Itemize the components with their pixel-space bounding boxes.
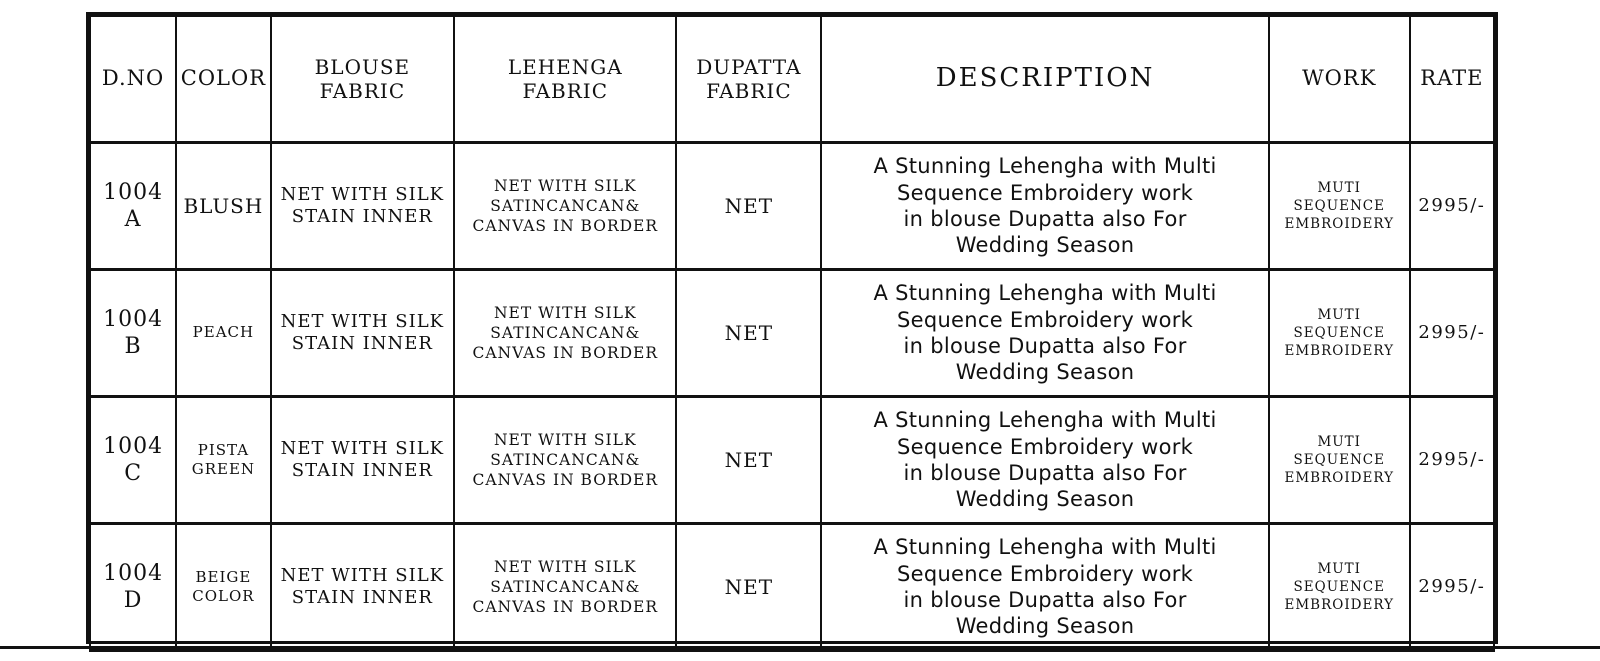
work-line: MUTI — [1317, 433, 1362, 450]
blouse-fabric-line: NET WITH SILK — [280, 437, 445, 459]
description-line: Wedding Season — [955, 233, 1135, 258]
header-dupatta-fabric — [676, 16, 821, 143]
header-blouse-line: BLOUSE — [314, 55, 411, 79]
work-line: MUTI — [1317, 560, 1362, 577]
header-blouse-fabric — [271, 16, 455, 143]
work-cell — [1269, 270, 1410, 397]
color-line: GREEN — [191, 460, 256, 478]
work-line: MUTI — [1317, 179, 1362, 196]
description-line: Wedding Season — [955, 487, 1135, 512]
header-row — [90, 16, 1494, 143]
lehenga-fabric-line: SATINCANCAN& — [490, 196, 641, 215]
header-lehenga-fabric — [454, 16, 676, 143]
description-line: Wedding Season — [955, 614, 1135, 639]
color-line: PEACH — [192, 323, 255, 342]
lehenga-fabric-line: SATINCANCAN& — [490, 577, 641, 596]
description-cell — [821, 524, 1268, 651]
header-lehenga-line: LEHENGA — [507, 55, 623, 79]
description-cell — [821, 270, 1268, 397]
dupatta-fabric-cell: NET — [676, 270, 821, 397]
rate-cell: 2995/- — [1410, 397, 1494, 524]
work-line: SEQUENCE — [1293, 197, 1385, 214]
header-color: COLOR — [176, 16, 270, 143]
design-number-cell — [90, 397, 176, 524]
table-row — [90, 270, 1494, 397]
work-cell — [1269, 524, 1410, 651]
design-number-cell — [90, 143, 176, 270]
lehenga-fabric-line: CANVAS IN BORDER — [472, 344, 659, 363]
design-number: 1004 — [103, 433, 164, 459]
header-description: DESCRIPTION — [821, 16, 1268, 143]
design-variant: C — [124, 461, 143, 486]
color-line: BEIGE — [195, 567, 252, 586]
design-variant: B — [124, 334, 142, 359]
lehenga-fabric-line: NET WITH SILK — [493, 430, 637, 449]
description-line: in blouse Dupatta also For — [903, 334, 1187, 358]
work-line: MUTI — [1317, 306, 1362, 323]
blouse-fabric-cell — [271, 397, 455, 524]
design-number: 1004 — [103, 560, 164, 586]
design-variant: D — [123, 588, 143, 613]
work-line: SEQUENCE — [1293, 578, 1385, 595]
blouse-fabric-line: STAIN INNER — [291, 333, 433, 354]
lehenga-fabric-line: SATINCANCAN& — [490, 450, 641, 469]
work-line: SEQUENCE — [1293, 451, 1385, 468]
blouse-fabric-cell — [271, 524, 455, 651]
product-table-sheet — [86, 12, 1498, 644]
description-line: in blouse Dupatta also For — [903, 207, 1187, 231]
lehenga-fabric-line: CANVAS IN BORDER — [472, 217, 659, 236]
table-row — [90, 143, 1494, 270]
lehenga-fabric-cell — [454, 143, 676, 270]
description-line: Sequence Embroidery work — [896, 561, 1194, 586]
header-dupatta-line: FABRIC — [706, 79, 792, 103]
header-dno: D.NO — [90, 16, 176, 143]
work-cell — [1269, 397, 1410, 524]
design-number-cell — [90, 270, 176, 397]
lehenga-fabric-line: NET WITH SILK — [493, 557, 637, 576]
header-rate: RATE — [1410, 16, 1494, 143]
color-line: BLUSH — [183, 194, 264, 218]
description-line: Wedding Season — [955, 360, 1135, 385]
header-blouse-line: FABRIC — [319, 79, 406, 103]
rate-cell: 2995/- — [1410, 524, 1494, 651]
work-line: SEQUENCE — [1293, 324, 1385, 341]
description-line: A Stunning Lehengha with Multi — [873, 281, 1217, 306]
bottom-divider-line — [0, 646, 1600, 649]
blouse-fabric-line: NET WITH SILK — [280, 310, 445, 332]
dupatta-fabric-cell: NET — [676, 143, 821, 270]
work-line: EMBROIDERY — [1284, 597, 1394, 614]
design-number: 1004 — [103, 306, 164, 332]
dupatta-fabric-cell: NET — [676, 397, 821, 524]
blouse-fabric-line: STAIN INNER — [291, 460, 433, 481]
work-line: EMBROIDERY — [1284, 470, 1394, 487]
blouse-fabric-line: STAIN INNER — [291, 587, 433, 608]
lehenga-fabric-cell — [454, 397, 676, 524]
rate-cell: 2995/- — [1410, 143, 1494, 270]
header-dupatta-line: DUPATTA — [696, 55, 802, 79]
description-line: Sequence Embroidery work — [896, 180, 1194, 205]
color-line: COLOR — [192, 587, 255, 605]
color-line: PISTA — [197, 440, 250, 459]
header-lehenga-line: FABRIC — [522, 79, 609, 103]
table-row — [90, 397, 1494, 524]
lehenga-fabric-line: SATINCANCAN& — [490, 323, 641, 342]
color-cell — [176, 270, 270, 397]
blouse-fabric-line: STAIN INNER — [291, 206, 433, 227]
lehenga-fabric-line: NET WITH SILK — [493, 176, 637, 195]
description-line: Sequence Embroidery work — [896, 434, 1194, 459]
color-cell — [176, 524, 270, 651]
header-work: WORK — [1269, 16, 1410, 143]
description-line: in blouse Dupatta also For — [903, 588, 1187, 612]
product-table — [89, 15, 1495, 652]
description-line: in blouse Dupatta also For — [903, 461, 1187, 485]
lehenga-fabric-cell — [454, 524, 676, 651]
description-line: Sequence Embroidery work — [896, 307, 1194, 332]
design-number: 1004 — [103, 179, 164, 205]
description-cell — [821, 143, 1268, 270]
lehenga-fabric-line: CANVAS IN BORDER — [472, 471, 659, 490]
color-cell — [176, 143, 270, 270]
blouse-fabric-line: NET WITH SILK — [280, 564, 445, 586]
blouse-fabric-line: NET WITH SILK — [280, 183, 445, 205]
lehenga-fabric-cell — [454, 270, 676, 397]
description-line: A Stunning Lehengha with Multi — [873, 535, 1217, 560]
lehenga-fabric-line: NET WITH SILK — [493, 303, 637, 322]
blouse-fabric-cell — [271, 143, 455, 270]
lehenga-fabric-line: CANVAS IN BORDER — [472, 598, 659, 617]
rate-cell: 2995/- — [1410, 270, 1494, 397]
work-line: EMBROIDERY — [1284, 343, 1394, 360]
description-cell — [821, 397, 1268, 524]
color-cell — [176, 397, 270, 524]
blouse-fabric-cell — [271, 270, 455, 397]
dupatta-fabric-cell: NET — [676, 524, 821, 651]
work-line: EMBROIDERY — [1284, 216, 1394, 233]
design-number-cell — [90, 524, 176, 651]
work-cell — [1269, 143, 1410, 270]
design-variant: A — [124, 207, 142, 232]
table-row — [90, 524, 1494, 651]
description-line: A Stunning Lehengha with Multi — [873, 154, 1217, 179]
description-line: A Stunning Lehengha with Multi — [873, 408, 1217, 433]
